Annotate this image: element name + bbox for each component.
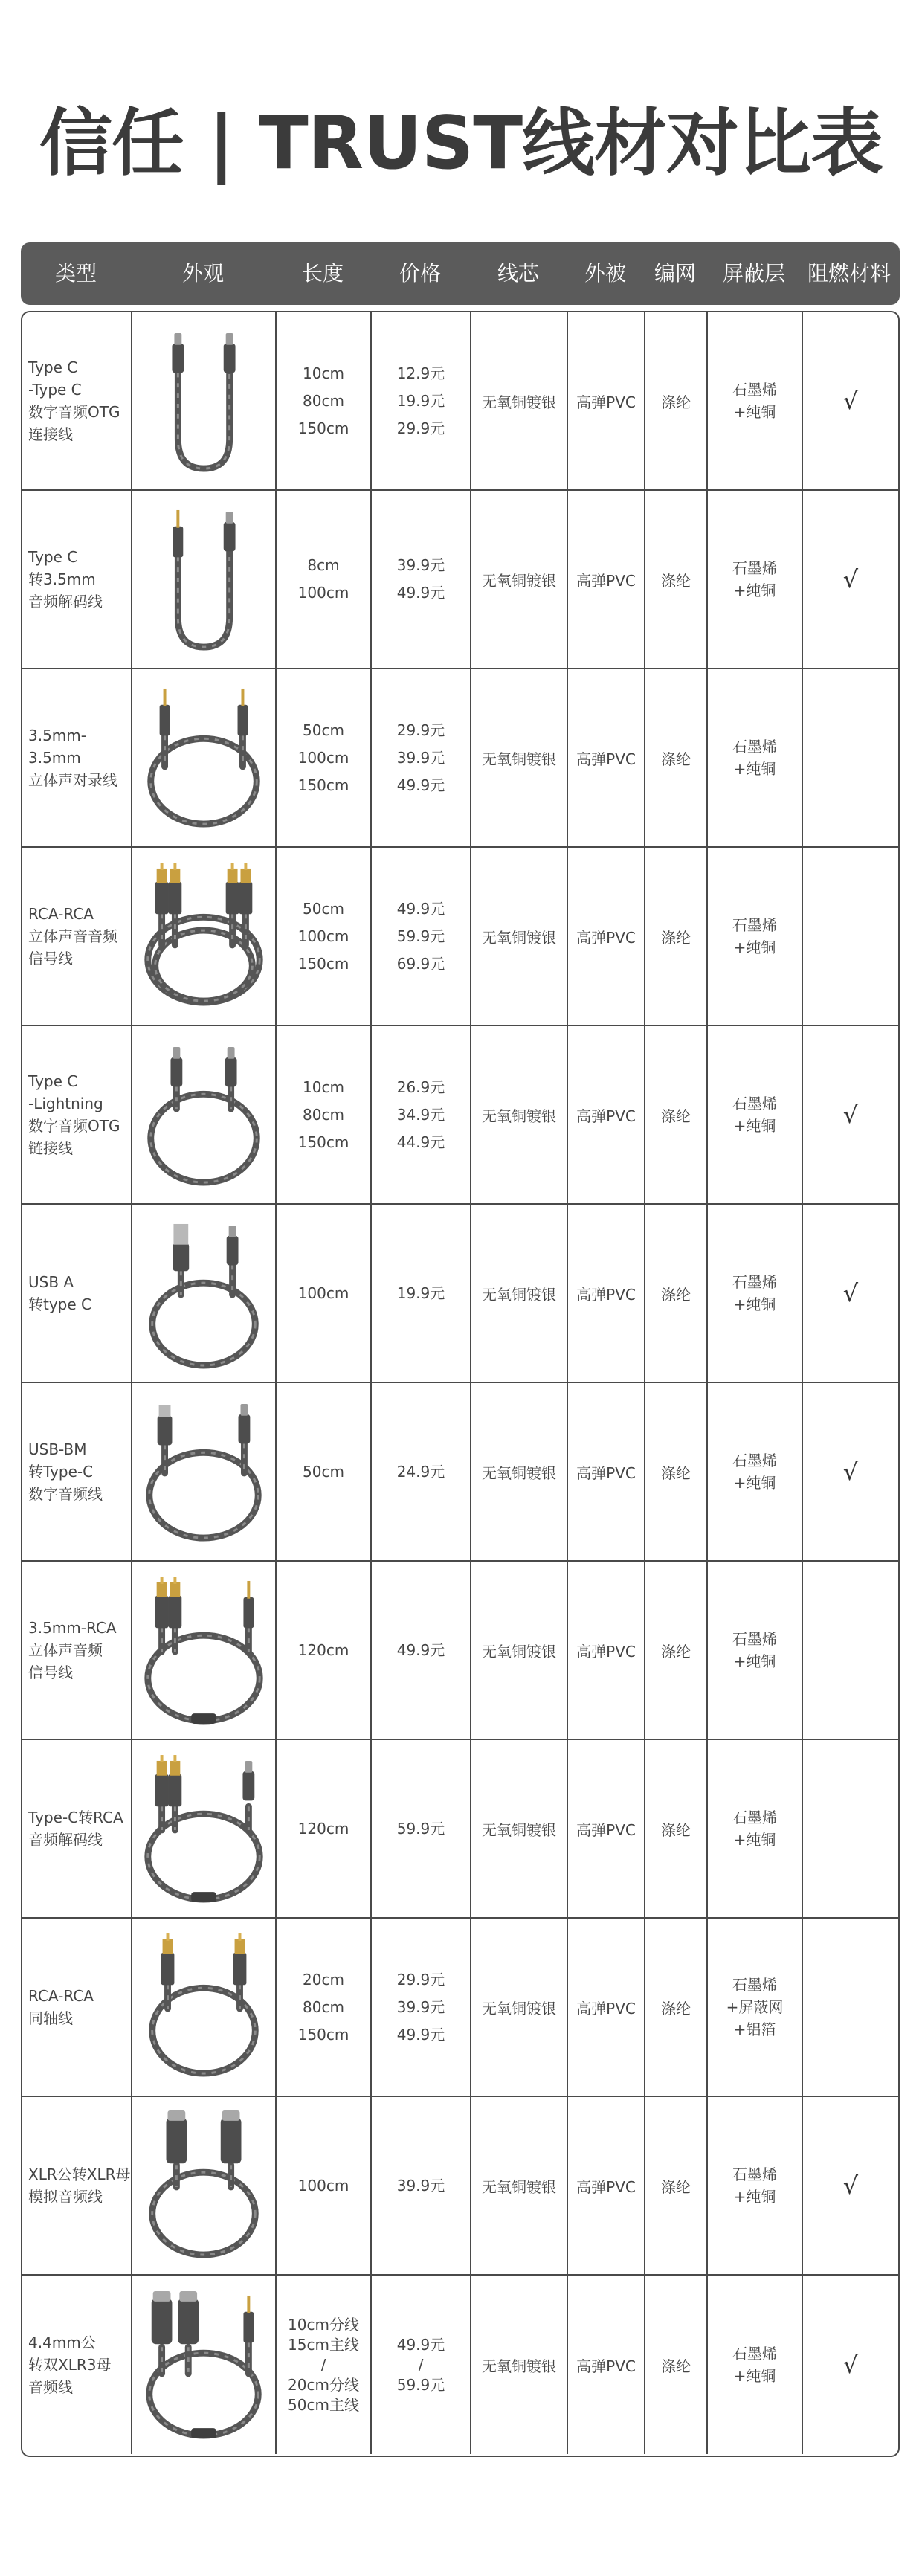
shield-cell	[708, 1026, 803, 1203]
shield-value: 石墨烯	[732, 916, 777, 934]
price-value: 39.9元	[396, 556, 445, 574]
braid-value: 涤纶	[645, 1562, 708, 1739]
price-cell	[372, 1562, 471, 1739]
type-cell	[22, 1383, 132, 1560]
shield-value: +纯铜	[733, 2188, 776, 2206]
length-value: 10cm	[303, 364, 344, 382]
length-value: 15cm主线	[288, 2335, 359, 2354]
flame-retardant-check: √	[842, 1458, 859, 1486]
price-value: 39.9元	[396, 2176, 445, 2195]
shield-cell	[708, 1919, 803, 2096]
core-value: 无氧铜镀银	[471, 1026, 568, 1203]
length-value: 100cm	[297, 2176, 349, 2195]
type-line: RCA-RCA	[28, 905, 94, 923]
braid-value: 涤纶	[645, 1740, 708, 1917]
type-label	[28, 1985, 94, 2029]
shield-value: +纯铜	[733, 760, 776, 778]
length-cell	[277, 2276, 372, 2454]
length-value: /	[320, 2355, 326, 2374]
rca-coaxial-cable-image	[132, 1919, 277, 2096]
jacket-value: 高弹PVC	[568, 1919, 645, 2096]
core-value: 无氧铜镀银	[471, 312, 568, 489]
shield-cell	[708, 669, 803, 846]
type-label	[28, 1806, 123, 1851]
price-value: 59.9元	[396, 927, 445, 945]
price-cell	[372, 848, 471, 1025]
shield-value: +纯铜	[733, 403, 776, 421]
type-line: 4.4mm公	[28, 2334, 96, 2351]
type-line: -Type C	[28, 381, 82, 399]
length-value: 8cm	[307, 556, 340, 574]
type-label	[28, 724, 131, 791]
type-label	[28, 1070, 120, 1159]
header-price: 价格	[399, 261, 441, 286]
type-line: Type C	[28, 358, 78, 376]
shield-value: 石墨烯	[732, 1976, 777, 1994]
price-value: 49.9元	[396, 1640, 445, 1659]
type-cell	[22, 2276, 132, 2454]
length-cell	[277, 848, 372, 1025]
shield-value: +纯铜	[733, 1831, 776, 1849]
typec-rca-cable-image	[132, 1740, 277, 1917]
page-title: 信任 | TRUST线材对比表	[39, 101, 883, 186]
jacket-value: 高弹PVC	[568, 312, 645, 489]
jacket-value: 高弹PVC	[568, 1740, 645, 1917]
length-value: 150cm	[297, 776, 349, 794]
flame-retardant-check	[803, 1562, 898, 1739]
shield-value: +纯铜	[733, 1652, 776, 1670]
type-line: 链接线	[28, 1139, 73, 1157]
flame-retardant-check: √	[842, 2351, 859, 2379]
flame-retardant-check: √	[842, 565, 859, 593]
price-value: 59.9元	[396, 2375, 445, 2394]
type-label	[28, 903, 117, 970]
type-label	[28, 1271, 91, 1316]
typec-lightning-cable-image	[132, 1026, 277, 1203]
length-value: 80cm	[303, 391, 344, 410]
type-label	[28, 2163, 130, 2208]
jacket-value: 高弹PVC	[568, 1562, 645, 1739]
shield-value: 石墨烯	[732, 559, 777, 577]
flame-retardant-check: √	[842, 2171, 859, 2200]
type-line: 转3.5mm	[28, 570, 96, 588]
jacket-value: 高弹PVC	[568, 491, 645, 668]
shield-cell	[708, 1383, 803, 1560]
length-cell	[277, 1383, 372, 1560]
core-value: 无氧铜镀银	[471, 1205, 568, 1382]
table-row	[22, 312, 898, 491]
price-cell	[372, 2276, 471, 2454]
shield-cell	[708, 1205, 803, 1382]
length-cell	[277, 1919, 372, 2096]
typec-35mm-cable-image	[132, 491, 277, 668]
length-value: 50cm主线	[288, 2395, 359, 2414]
braid-value: 涤纶	[645, 669, 708, 846]
rca-rca-cable-image	[132, 848, 277, 1025]
core-value: 无氧铜镀银	[471, 848, 568, 1025]
type-cell	[22, 2097, 132, 2274]
shield-cell	[708, 2276, 803, 2454]
braid-value: 涤纶	[645, 1205, 708, 1382]
shield-value: +纯铜	[733, 1474, 776, 1492]
length-value: 150cm	[297, 954, 349, 973]
shield-value: +纯铜	[733, 2367, 776, 2385]
shield-value: +纯铜	[733, 938, 776, 956]
table-row	[22, 1919, 898, 2097]
price-cell	[372, 312, 471, 489]
length-cell	[277, 1562, 372, 1739]
type-line: Type C	[28, 548, 78, 566]
type-cell	[22, 1562, 132, 1739]
price-value: 29.9元	[396, 419, 445, 437]
table-row	[22, 1383, 898, 1562]
length-value: 50cm	[303, 899, 344, 918]
braid-value: 涤纶	[645, 1026, 708, 1203]
type-cell	[22, 669, 132, 846]
price-cell	[372, 1740, 471, 1917]
table-row	[22, 1740, 898, 1919]
price-value: 34.9元	[396, 1105, 445, 1124]
price-value: 39.9元	[396, 1997, 445, 2016]
type-line: 立体声音音频	[28, 927, 117, 945]
price-cell	[372, 1919, 471, 2096]
flame-retardant-check: √	[842, 1101, 859, 1129]
type-cell	[22, 1919, 132, 2096]
type-line: Type C	[28, 1072, 78, 1090]
price-value: 26.9元	[396, 1078, 445, 1096]
type-line: 数字音频线	[28, 1485, 103, 1503]
flame-retardant-check: √	[842, 387, 859, 415]
type-label	[28, 356, 120, 445]
jacket-value: 高弹PVC	[568, 1026, 645, 1203]
price-value: 49.9元	[396, 2335, 445, 2354]
core-value: 无氧铜镀银	[471, 1562, 568, 1739]
core-value: 无氧铜镀银	[471, 1919, 568, 2096]
type-label	[28, 2331, 111, 2398]
jacket-value: 高弹PVC	[568, 1383, 645, 1560]
price-cell	[372, 1026, 471, 1203]
table-row	[22, 2276, 898, 2454]
shield-value: +铝箔	[733, 2020, 776, 2038]
core-value: 无氧铜镀银	[471, 491, 568, 668]
length-value: 20cm分线	[288, 2375, 359, 2394]
price-value: 19.9元	[396, 1284, 445, 1302]
price-value: 49.9元	[396, 2025, 445, 2044]
length-value: 150cm	[297, 419, 349, 437]
type-cell	[22, 1740, 132, 1917]
header-braid: 编网	[654, 261, 696, 286]
flame-retardant-check	[803, 848, 898, 1025]
type-line: 数字音频OTG	[28, 1117, 120, 1135]
price-value: 12.9元	[396, 364, 445, 382]
type-line: 同轴线	[28, 2009, 73, 2027]
shield-value: 石墨烯	[732, 1095, 777, 1112]
type-line: USB-BM	[28, 1440, 87, 1458]
type-line: 连接线	[28, 425, 73, 443]
35mm-rca-cable-image	[132, 1562, 277, 1739]
price-cell	[372, 1383, 471, 1560]
table-row	[22, 1026, 898, 1205]
type-line: 音频线	[28, 2378, 73, 2396]
length-value: 50cm	[303, 721, 344, 739]
shield-cell	[708, 1562, 803, 1739]
price-value: 49.9元	[396, 584, 445, 602]
length-cell	[277, 1026, 372, 1203]
flame-retardant-check	[803, 669, 898, 846]
price-value: 24.9元	[396, 1462, 445, 1481]
core-value: 无氧铜镀银	[471, 669, 568, 846]
length-value: 120cm	[297, 1819, 349, 1838]
price-value: 29.9元	[396, 721, 445, 739]
table-row	[22, 491, 898, 669]
type-line: Type-C转RCA	[28, 1809, 123, 1826]
jacket-value: 高弹PVC	[568, 2276, 645, 2454]
table-row	[22, 669, 898, 848]
shield-value: +纯铜	[733, 1117, 776, 1135]
length-value: 50cm	[303, 1462, 344, 1481]
shield-value: 石墨烯	[732, 1809, 777, 1826]
length-cell	[277, 1740, 372, 1917]
core-value: 无氧铜镀银	[471, 1740, 568, 1917]
shield-cell	[708, 491, 803, 668]
shield-value: +纯铜	[733, 582, 776, 599]
header-shield: 屏蔽层	[722, 261, 785, 286]
type-line: 信号线	[28, 1664, 73, 1681]
shield-cell	[708, 2097, 803, 2274]
length-value: 80cm	[303, 1105, 344, 1124]
header-length: 长度	[301, 261, 344, 286]
type-line: 立体声对录线	[28, 771, 117, 789]
braid-value: 涤纶	[645, 312, 708, 489]
type-line: 音频解码线	[28, 593, 103, 611]
table-header	[21, 242, 900, 305]
shield-value: 石墨烯	[732, 2166, 777, 2183]
price-value: 69.9元	[396, 954, 445, 973]
type-cell	[22, 1205, 132, 1382]
length-value: 20cm	[303, 1970, 344, 1989]
typec-typec-cable-image	[132, 312, 277, 489]
shield-value: 石墨烯	[732, 2345, 777, 2363]
price-cell	[372, 2097, 471, 2274]
flame-retardant-check	[803, 1740, 898, 1917]
table-row	[22, 2097, 898, 2276]
jacket-value: 高弹PVC	[568, 669, 645, 846]
xlr-xlr-cable-image	[132, 2097, 277, 2274]
type-line: RCA-RCA	[28, 1987, 94, 2005]
flame-retardant-check	[803, 1919, 898, 2096]
shield-value: 石墨烯	[732, 1273, 777, 1291]
35mm-35mm-cable-image	[132, 669, 277, 846]
type-cell	[22, 312, 132, 489]
type-line: -Lightning	[28, 1095, 103, 1112]
length-cell	[277, 491, 372, 668]
price-cell	[372, 491, 471, 668]
header-appearance: 外观	[181, 261, 224, 286]
header-flame-retardant: 阻燃材料	[807, 261, 891, 286]
type-label	[28, 546, 103, 613]
44mm-dual-xlr-cable-image	[132, 2276, 277, 2454]
shield-value: 石墨烯	[732, 738, 777, 756]
price-value: 59.9元	[396, 1819, 445, 1838]
price-value: 44.9元	[396, 1133, 445, 1151]
core-value: 无氧铜镀银	[471, 2097, 568, 2274]
price-cell	[372, 1205, 471, 1382]
length-value: 10cm	[303, 1078, 344, 1096]
length-cell	[277, 312, 372, 489]
shield-value: 石墨烯	[732, 1630, 777, 1648]
braid-value: 涤纶	[645, 491, 708, 668]
type-line: 3.5mm-RCA	[28, 1619, 117, 1637]
jacket-value: 高弹PVC	[568, 2097, 645, 2274]
type-cell	[22, 848, 132, 1025]
shield-value: 石墨烯	[732, 1452, 777, 1469]
length-value: 100cm	[297, 1284, 349, 1302]
braid-value: 涤纶	[645, 2097, 708, 2274]
type-line: 数字音频OTG	[28, 403, 120, 421]
length-cell	[277, 1205, 372, 1382]
price-value: 29.9元	[396, 1970, 445, 1989]
type-cell	[22, 1026, 132, 1203]
type-line: 信号线	[28, 950, 73, 967]
length-value: 120cm	[297, 1640, 349, 1659]
table-row	[22, 1205, 898, 1383]
header-type: 类型	[54, 261, 97, 286]
shield-cell	[708, 848, 803, 1025]
type-label	[28, 1617, 117, 1684]
usba-typec-cable-image	[132, 1205, 277, 1382]
price-value: 49.9元	[396, 776, 445, 794]
type-line: 音频解码线	[28, 1831, 103, 1849]
comparison-table	[21, 311, 900, 2457]
type-line: 立体声音频	[28, 1641, 103, 1659]
length-cell	[277, 2097, 372, 2274]
jacket-value: 高弹PVC	[568, 1205, 645, 1382]
header-jacket: 外被	[584, 261, 626, 286]
shield-value: +纯铜	[733, 1295, 776, 1313]
usbbm-typec-cable-image	[132, 1383, 277, 1560]
length-value: 100cm	[297, 927, 349, 945]
type-line: 转type C	[28, 1295, 91, 1313]
price-value: 39.9元	[396, 748, 445, 767]
core-value: 无氧铜镀银	[471, 1383, 568, 1560]
price-cell	[372, 669, 471, 846]
table-row	[22, 1562, 898, 1740]
shield-value: 石墨烯	[732, 381, 777, 399]
length-value: 150cm	[297, 1133, 349, 1151]
core-value: 无氧铜镀银	[471, 2276, 568, 2454]
braid-value: 涤纶	[645, 848, 708, 1025]
braid-value: 涤纶	[645, 1919, 708, 2096]
price-value: 19.9元	[396, 391, 445, 410]
type-line: XLR公转XLR母	[28, 2166, 131, 2183]
jacket-value: 高弹PVC	[568, 848, 645, 1025]
table-row	[22, 848, 898, 1026]
price-value: /	[418, 2355, 424, 2374]
type-label	[28, 1438, 103, 1505]
shield-cell	[708, 312, 803, 489]
price-value: 49.9元	[396, 899, 445, 918]
length-value: 100cm	[297, 584, 349, 602]
braid-value: 涤纶	[645, 1383, 708, 1560]
braid-value: 涤纶	[645, 2276, 708, 2454]
length-value: 150cm	[297, 2025, 349, 2044]
shield-value: +屏蔽网	[726, 1998, 784, 2016]
type-cell	[22, 491, 132, 668]
length-value: 10cm分线	[288, 2315, 359, 2334]
type-line: 模拟音频线	[28, 2188, 103, 2206]
length-value: 100cm	[297, 748, 349, 767]
length-value: 80cm	[303, 1997, 344, 2016]
type-line: 转Type-C	[28, 1463, 94, 1481]
type-line: 转双XLR3母	[28, 2356, 112, 2374]
type-line: 3.5mm-3.5mm	[28, 727, 86, 767]
header-core: 线芯	[497, 261, 539, 286]
length-cell	[277, 669, 372, 846]
flame-retardant-check: √	[842, 1279, 859, 1307]
type-line: USB A	[28, 1273, 74, 1291]
shield-cell	[708, 1740, 803, 1917]
